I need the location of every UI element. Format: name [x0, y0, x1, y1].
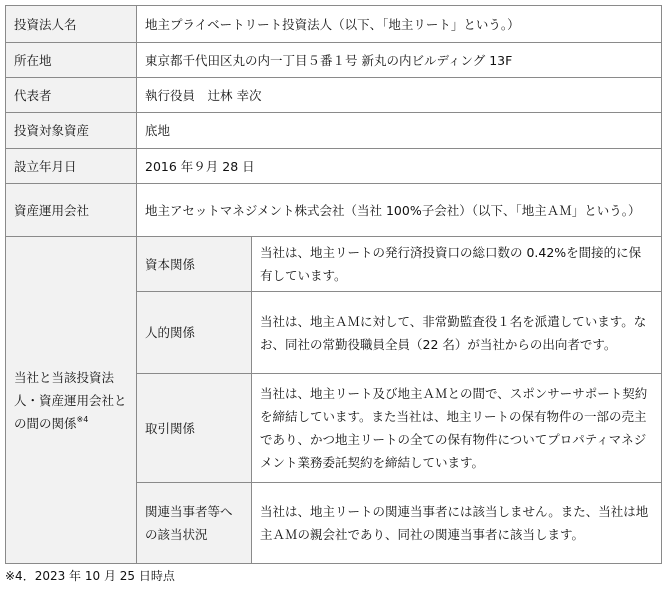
row-value-investment-corporation-name: 地主プライベートリート投資法人（以下、「地主リート」という。） [137, 6, 662, 43]
sub-value-capital: 当社は、地主リートの発行済投資口の総口数の 0.42%を間接的に保有しています。 [252, 237, 662, 292]
company-info-table [5, 5, 662, 564]
row-label-investment-corporation-name: 投資法人名 [6, 6, 137, 43]
table-row [6, 184, 662, 237]
relationship-label: 当社と当該投資法人・資産運用会社との間の関係 [14, 369, 127, 431]
table-row [6, 237, 662, 292]
row-value-address: 東京都千代田区丸の内一丁目５番１号 新丸の内ビルディング 13F [137, 43, 662, 78]
note-mark: ※4 [76, 414, 89, 424]
row-value-target-assets: 底地 [137, 113, 662, 149]
sub-label-transaction: 取引関係 [137, 374, 252, 483]
row-label-target-assets: 投資対象資産 [6, 113, 137, 149]
footnote: ※4．2023 年 10 月 25 日時点 [5, 569, 175, 583]
row-value-representative: 執行役員 辻林 幸次 [137, 78, 662, 113]
row-value-asset-manager: 地主アセットマネジメント株式会社（当社 100%子会社）（以下、「地主ＡＭ」という。） [137, 184, 662, 237]
table-row [6, 78, 662, 113]
sub-label-related-party: 関連当事者等への該当状況 [137, 483, 252, 564]
sub-value-transaction: 当社は、地主リート及び地主ＡＭとの間で、スポンサーサポート契約を締結しています。また当社は、地主リートの保有物件の一部の売主であり、かつ地主リートの全ての保有物件についてプロパティマネジメント業務委託契約を締結しています。 [252, 374, 662, 483]
table-row [6, 6, 662, 43]
sub-label-personnel: 人的関係 [137, 292, 252, 374]
row-label-representative: 代表者 [6, 78, 137, 113]
sub-label-capital: 資本関係 [137, 237, 252, 292]
row-value-establishment-date: 2016 年９月 28 日 [137, 149, 662, 184]
sub-value-personnel: 当社は、地主ＡＭに対して、非常勤監査役１名を派遣しています。なお、同社の常勤役職員全員（22 名）が当社からの出向者です。 [252, 292, 662, 374]
table-row [6, 113, 662, 149]
sub-value-related-party: 当社は、地主リートの関連当事者には該当しません。また、当社は地主ＡＭの親会社であり、同社の関連当事者に該当します。 [252, 483, 662, 564]
row-label-address: 所在地 [6, 43, 137, 78]
table-row [6, 149, 662, 184]
relationship-label-cell [6, 237, 137, 564]
table-row [6, 43, 662, 78]
row-label-asset-manager: 資産運用会社 [6, 184, 137, 237]
row-label-establishment-date: 設立年月日 [6, 149, 137, 184]
